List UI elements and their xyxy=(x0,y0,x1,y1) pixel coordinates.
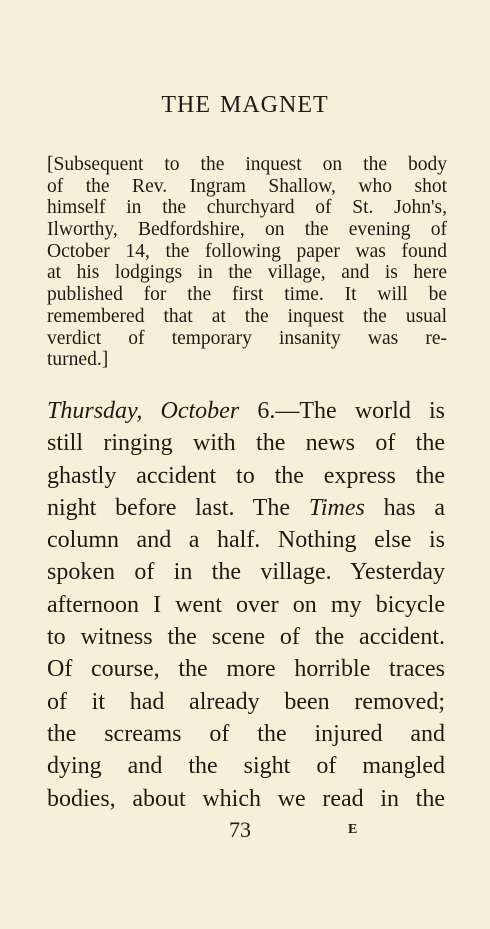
body-line: of it had already been removed; xyxy=(47,688,445,715)
newspaper-title: Times xyxy=(308,494,365,521)
entry-date-italic: Thursday, October xyxy=(47,398,240,424)
preface-line: [Subsequent to the inquest on the body xyxy=(47,154,447,175)
body-line-segment: has a xyxy=(364,494,445,521)
entry-date-day: 6. xyxy=(239,398,276,424)
diary-entry xyxy=(47,395,445,815)
body-line: dying and the sight of mangled xyxy=(47,753,445,780)
preface-line: of the Rev. Ingram Shallow, who shot xyxy=(47,175,447,197)
body-line: still ringing with the news of the xyxy=(47,430,445,457)
preface-line: published for the first time. It will be xyxy=(47,284,447,306)
entry-opening: —The world is xyxy=(275,398,445,424)
body-line xyxy=(47,395,445,427)
body-line: bodies, about which we read in the xyxy=(47,785,445,812)
body-line: column and a half. Nothing else is xyxy=(47,527,445,554)
editorial-preface xyxy=(47,154,447,371)
preface-line: himself in the churchyard of St. John's, xyxy=(47,197,447,219)
preface-line: turned.] xyxy=(47,349,109,371)
preface-line: October 14, the following paper was found xyxy=(47,240,447,262)
signature-mark: E xyxy=(348,822,358,837)
preface-line: at his lodgings in the village, and is here xyxy=(47,262,447,284)
body-line-segment: night before last. The xyxy=(47,494,309,521)
body-line: Of course, the more horrible traces xyxy=(47,656,445,683)
body-line: to witness the scene of the accident. xyxy=(47,624,445,651)
preface-line: remembered that at the inquest the usual xyxy=(47,305,447,327)
body-line xyxy=(47,492,445,524)
body-line: afternoon I went over on my bicycle xyxy=(47,591,445,618)
preface-line: Ilworthy, Bedfordshire, on the evening of xyxy=(47,219,447,241)
body-line: ghastly accident to the express the xyxy=(47,462,445,489)
body-line: spoken of in the village. Yesterday xyxy=(47,559,445,586)
page-number: 73 xyxy=(229,817,251,842)
running-head: THE MAGNET xyxy=(161,92,329,118)
preface-line: verdict of temporary insanity was re- xyxy=(47,327,447,349)
body-line: the screams of the injured and xyxy=(47,720,445,747)
